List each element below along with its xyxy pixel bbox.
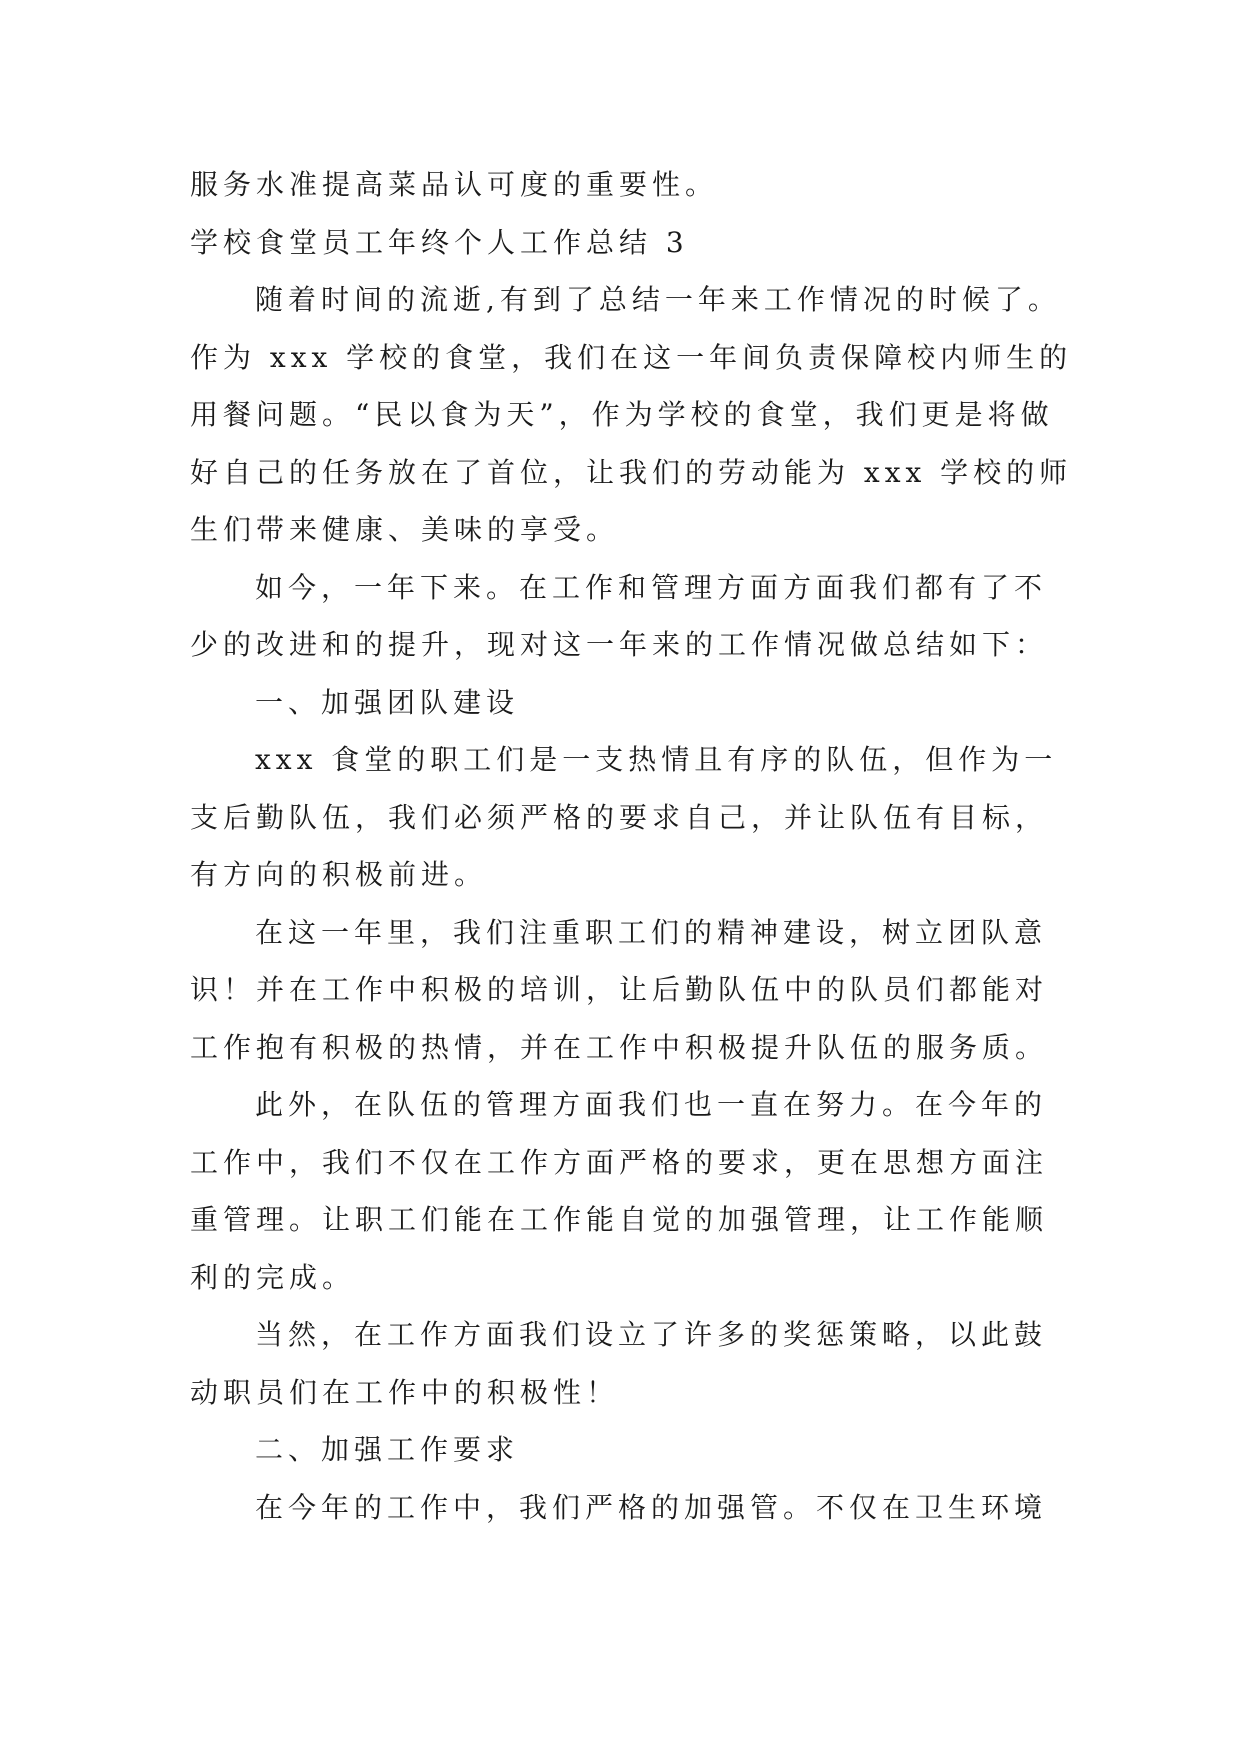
paragraph-line: 如今，一年下来。在工作和管理方面方面我们都有了不 bbox=[255, 570, 1048, 604]
document-title: 学校食堂员工年终个人工作总结 3 bbox=[190, 225, 689, 259]
paragraph-line: 识！并在工作中积极的培训，让后勤队伍中的队员们都能对 bbox=[190, 973, 1049, 1006]
paragraph-line: xxx 食堂的职工们是一支热情且有序的队伍，但作为一 bbox=[255, 743, 1058, 776]
paragraph-line: 在今年的工作中，我们严格的加强管。不仅在卫生环境 bbox=[255, 1490, 1048, 1524]
paragraph-line: 少的改进和的提升，现对这一年来的工作情况做总结如下： bbox=[190, 628, 1049, 661]
document-body bbox=[190, 156, 1190, 1536]
paragraph-line: 动职员们在工作中的积极性！ bbox=[190, 1375, 620, 1409]
paragraph-line: 支后勤队伍，我们必须严格的要求自己，并让队伍有目标， bbox=[190, 800, 1049, 834]
paragraph-line: 重管理。让职工们能在工作能自觉的加强管理，让工作能顺 bbox=[190, 1203, 1049, 1236]
paragraph-line: 在这一年里，我们注重职工们的精神建设，树立团队意 bbox=[255, 915, 1048, 949]
carryover-line: 服务水准提高菜品认可度的重要性。 bbox=[190, 168, 719, 201]
paragraph-line: 生们带来健康、美味的享受。 bbox=[190, 513, 620, 546]
paragraph-line: 有方向的积极前进。 bbox=[190, 858, 488, 891]
paragraph-line: 此外，在队伍的管理方面我们也一直在努力。在今年的 bbox=[255, 1088, 1048, 1121]
paragraph-line: 作为 xxx 学校的食堂，我们在这一年间负责保障校内师生的 bbox=[190, 340, 1073, 374]
paragraph-line: 利的完成。 bbox=[190, 1260, 356, 1294]
paragraph-line: 工作抱有积极的热情，并在工作中积极提升队伍的服务质。 bbox=[190, 1030, 1049, 1064]
paragraph-line: 工作中，我们不仅在工作方面严格的要求，更在思想方面注 bbox=[190, 1145, 1049, 1179]
paragraph-line: 用餐问题。“民以食为天”，作为学校的食堂，我们更是将做 bbox=[190, 398, 1054, 431]
section-heading: 二、加强工作要求 bbox=[255, 1433, 520, 1466]
section-heading: 一、加强团队建设 bbox=[255, 685, 520, 719]
paragraph-line: 当然，在工作方面我们设立了许多的奖惩策略，以此鼓 bbox=[255, 1318, 1048, 1351]
paragraph-line: 好自己的任务放在了首位，让我们的劳动能为 xxx 学校的师 bbox=[190, 455, 1073, 489]
paragraph-line: 随着时间的流逝,有到了总结一年来工作情况的时候了。 bbox=[255, 283, 1061, 316]
